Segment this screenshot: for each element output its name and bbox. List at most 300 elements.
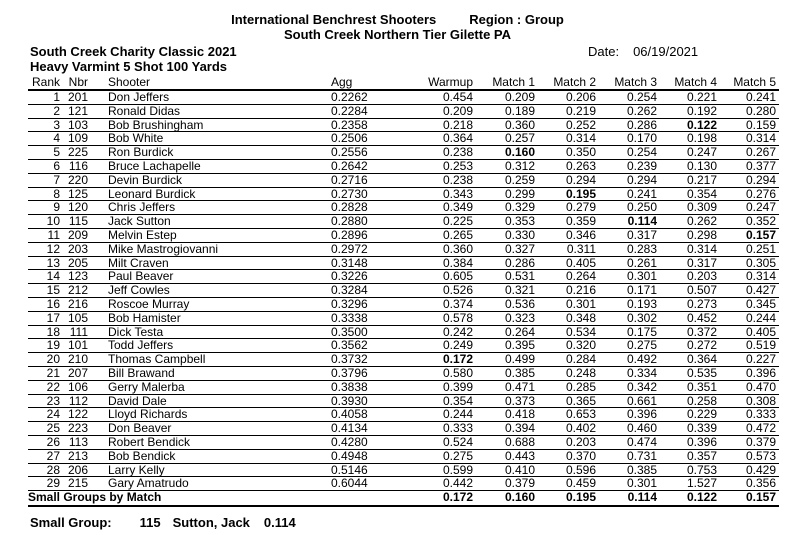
match-4-cell: 0.351 (686, 379, 717, 394)
table-row (28, 477, 779, 491)
warmup-cell: 0.225 (442, 214, 473, 229)
match-1-cell: 0.264 (504, 324, 535, 339)
match-4-cell: 0.262 (686, 214, 717, 229)
shooter-cell: Lloyd Richards (108, 407, 188, 422)
match-4-cell: 0.192 (686, 103, 717, 118)
match-1-cell: 0.394 (504, 421, 535, 436)
match-3-cell: 0.731 (626, 448, 657, 463)
rank-cell: 22 (46, 379, 60, 394)
agg-cell: 0.3930 (331, 393, 368, 408)
nbr-cell: 223 (67, 421, 88, 436)
rank-cell: 11 (47, 227, 60, 242)
table-row (28, 339, 779, 353)
match-2-small-group-cell: 0.195 (565, 490, 596, 505)
nbr-cell: 201 (67, 90, 88, 104)
small-groups-by-match-row (28, 491, 779, 506)
match-1-cell: 0.536 (504, 296, 535, 311)
date-value: 06/19/2021 (633, 44, 699, 59)
agg-cell: 0.3838 (331, 379, 368, 394)
match-5-cell: 0.247 (745, 200, 776, 215)
match-2-cell: 0.405 (565, 255, 596, 270)
warmup-cell: 0.578 (442, 310, 473, 325)
match-5-cell: 0.333 (745, 407, 776, 422)
rank-cell: 26 (46, 434, 60, 449)
rank-cell: 21 (46, 365, 60, 380)
agg-cell: 0.2880 (331, 214, 368, 229)
warmup-cell: 0.374 (442, 296, 473, 311)
match-4-cell: 0.339 (686, 421, 717, 436)
match-4-cell: 0.309 (686, 200, 717, 215)
nbr-cell: 123 (67, 269, 88, 284)
match-3-cell: 0.460 (626, 421, 657, 436)
col-header-warmup: Warmup (428, 75, 473, 89)
agg-cell: 0.2828 (331, 200, 368, 215)
match-2-cell: 0.248 (565, 365, 596, 380)
match-5-cell: 0.379 (745, 434, 776, 449)
match-5-cell: 0.280 (745, 103, 776, 118)
agg-cell: 0.2716 (331, 172, 368, 187)
match-1-cell: 0.531 (504, 269, 535, 284)
match-4-cell: 0.364 (686, 352, 717, 367)
rank-cell: 23 (46, 393, 60, 408)
match-2-cell: 0.350 (565, 145, 596, 160)
shooter-cell: Jack Sutton (108, 214, 171, 229)
table-row (28, 104, 779, 118)
match-5-cell: 0.314 (745, 269, 776, 284)
match-1-cell: 0.688 (504, 434, 535, 449)
warmup-cell: 0.580 (442, 365, 473, 380)
match-4-cell: 0.247 (686, 145, 717, 160)
match-3-small-group-cell: 0.114 (627, 490, 657, 505)
rank-cell: 9 (53, 200, 60, 215)
match-4-small-group-cell: 0.122 (686, 490, 717, 505)
match-4-cell: 0.217 (686, 172, 717, 187)
match-2-cell: 0.301 (565, 296, 596, 311)
shooter-cell: Roscoe Murray (108, 296, 190, 311)
match-1-cell: 0.373 (504, 393, 535, 408)
match-1-cell: 0.379 (504, 476, 535, 491)
match-3-cell: 0.334 (626, 365, 657, 380)
match-1-cell: 0.259 (504, 172, 535, 187)
agg-cell: 0.2262 (331, 90, 368, 104)
match-2-cell: 0.314 (565, 131, 596, 146)
rank-cell: 10 (46, 214, 60, 229)
warmup-cell: 0.454 (442, 90, 473, 104)
warmup-cell: 0.524 (442, 434, 473, 449)
nbr-cell: 225 (67, 145, 88, 160)
agg-cell: 0.3284 (331, 283, 368, 298)
match-4-cell: 1.527 (686, 476, 717, 491)
match-5-cell: 0.396 (745, 365, 776, 380)
warmup-cell: 0.349 (442, 200, 473, 215)
col-header-rank: Rank (31, 75, 60, 89)
table-row (28, 256, 779, 270)
small-group-name: Sutton, Jack (172, 514, 250, 530)
nbr-cell: 210 (67, 352, 88, 367)
date-label: Date: (588, 44, 620, 59)
col-header-match-3: Match 3 (614, 75, 657, 89)
results-table (28, 76, 779, 507)
shooter-cell: Thomas Campbell (108, 352, 206, 367)
table-row (28, 215, 779, 229)
match-4-cell: 0.130 (686, 158, 717, 173)
small-group-line (30, 515, 795, 530)
nbr-cell: 120 (67, 200, 88, 215)
match-1-cell: 0.189 (504, 103, 535, 118)
match-4-cell: 0.452 (686, 310, 717, 325)
match-5-cell: 0.308 (745, 393, 776, 408)
rank-cell: 19 (46, 338, 60, 353)
agg-cell: 0.3296 (331, 296, 368, 311)
match-3-cell: 0.193 (626, 296, 657, 311)
match-5-cell: 0.276 (745, 186, 776, 201)
match-1-cell: 0.410 (504, 462, 535, 477)
agg-cell: 0.2642 (331, 158, 368, 173)
rank-cell: 7 (53, 172, 60, 187)
rank-cell: 6 (53, 158, 60, 173)
nbr-cell: 215 (67, 476, 88, 491)
warmup-cell: 0.242 (442, 324, 473, 339)
shooter-cell: Gary Amatrudo (108, 476, 189, 491)
match-3-cell: 0.302 (626, 310, 657, 325)
agg-cell: 0.2556 (331, 145, 368, 160)
rank-cell: 16 (46, 296, 60, 311)
rank-cell: 24 (46, 407, 60, 422)
table-row (28, 408, 779, 422)
match-3-cell: 0.492 (626, 352, 657, 367)
match-3-cell: 0.286 (626, 117, 657, 132)
agg-cell: 0.6044 (331, 476, 368, 491)
match-5-small-group-cell: 0.157 (745, 490, 776, 505)
shooter-cell: Bill Brawand (108, 365, 175, 380)
small-group-nbr: 115 (139, 514, 161, 530)
rank-cell: 17 (46, 310, 60, 325)
match-3-cell: 0.275 (626, 338, 657, 353)
match-2-cell: 0.285 (565, 379, 596, 394)
match-1-cell: 0.312 (504, 158, 535, 173)
match-5-cell: 0.241 (745, 90, 776, 104)
date-line (588, 44, 698, 59)
nbr-cell: 213 (67, 448, 88, 463)
nbr-cell: 113 (68, 434, 88, 449)
match-3-cell: 0.254 (626, 90, 657, 104)
org-title: International Benchrest Shooters (231, 12, 437, 27)
warmup-cell: 0.442 (442, 476, 473, 491)
match-1-cell: 0.329 (504, 200, 535, 215)
shooter-cell: Devin Burdick (108, 172, 183, 187)
agg-cell: 0.3338 (331, 310, 368, 325)
match-2-cell: 0.459 (565, 476, 596, 491)
table-row (28, 284, 779, 298)
match-1-small-group-cell: 0.160 (504, 490, 535, 505)
agg-cell: 0.2896 (331, 227, 368, 242)
shooter-cell: Bob Hamister (108, 310, 181, 325)
match-5-cell: 0.470 (745, 379, 776, 394)
nbr-cell: 111 (69, 324, 88, 339)
match-2-cell: 0.402 (565, 421, 596, 436)
warmup-cell: 0.364 (442, 131, 473, 146)
class-name: Heavy Varmint 5 Shot 100 Yards (30, 59, 228, 74)
match-3-cell: 0.114 (627, 214, 657, 229)
match-5-cell: 0.352 (745, 214, 776, 229)
warmup-cell: 0.244 (442, 407, 473, 422)
match-5-cell: 0.429 (745, 462, 776, 477)
match-5-cell: 0.427 (745, 283, 776, 298)
table-row (28, 297, 779, 311)
table-row (28, 228, 779, 242)
match-4-cell: 0.535 (686, 365, 717, 380)
match-5-cell: 0.377 (745, 158, 776, 173)
shooter-cell: Don Beaver (108, 421, 172, 436)
table-row (28, 422, 779, 436)
match-4-cell: 0.203 (686, 269, 717, 284)
match-1-cell: 0.286 (504, 255, 535, 270)
shooter-cell: Paul Beaver (108, 269, 174, 284)
warmup-cell: 0.599 (442, 462, 473, 477)
nbr-cell: 122 (67, 407, 88, 422)
rank-cell: 8 (53, 186, 60, 201)
nbr-cell: 203 (67, 241, 88, 256)
nbr-cell: 125 (67, 186, 88, 201)
match-4-cell: 0.229 (686, 407, 717, 422)
table-row (28, 270, 779, 284)
agg-cell: 0.2506 (331, 131, 368, 146)
shooter-cell: Bob Brushingham (108, 117, 204, 132)
match-5-cell: 0.251 (745, 241, 776, 256)
match-4-cell: 0.396 (686, 434, 717, 449)
nbr-cell: 101 (67, 338, 88, 353)
match-1-cell: 0.327 (504, 241, 535, 256)
match-3-cell: 0.396 (626, 407, 657, 422)
match-2-cell: 0.596 (565, 462, 596, 477)
rank-cell: 25 (46, 421, 60, 436)
warmup-cell: 0.605 (442, 269, 473, 284)
match-4-cell: 0.273 (686, 296, 717, 311)
table-row (28, 449, 779, 463)
shooter-cell: Dick Testa (108, 324, 164, 339)
match-2-cell: 0.370 (565, 448, 596, 463)
agg-cell: 0.3562 (331, 338, 368, 353)
agg-cell: 0.4948 (331, 448, 368, 463)
table-row (28, 90, 779, 104)
match-3-cell: 0.474 (626, 434, 657, 449)
rank-cell: 14 (46, 269, 60, 284)
agg-cell: 0.2972 (331, 241, 368, 256)
agg-cell: 0.3796 (331, 365, 368, 380)
rank-cell: 4 (53, 131, 60, 146)
match-2-cell: 0.263 (565, 158, 596, 173)
shooter-cell: Ron Burdick (108, 145, 174, 160)
match-3-cell: 0.171 (626, 283, 657, 298)
match-5-cell: 0.519 (745, 338, 776, 353)
table-header-row (28, 76, 779, 90)
nbr-cell: 207 (67, 365, 88, 380)
shooter-cell: Milt Craven (108, 255, 169, 270)
shooter-cell: Robert Bendick (108, 434, 191, 449)
match-3-cell: 0.239 (626, 158, 657, 173)
warmup-cell: 0.253 (442, 158, 473, 173)
match-1-cell: 0.321 (504, 283, 535, 298)
col-header-nbr: Nbr (68, 75, 88, 89)
match-2-cell: 0.359 (565, 214, 596, 229)
match-1-cell: 0.395 (504, 338, 535, 353)
match-1-cell: 0.443 (504, 448, 535, 463)
nbr-cell: 103 (67, 117, 88, 132)
nbr-cell: 109 (67, 131, 88, 146)
table-row (28, 187, 779, 201)
warmup-cell: 0.275 (442, 448, 473, 463)
col-header-match-5: Match 5 (733, 75, 776, 89)
match-4-cell: 0.258 (686, 393, 717, 408)
table-row (28, 201, 779, 215)
match-5-cell: 0.472 (745, 421, 776, 436)
report-header (0, 0, 795, 42)
table-row (28, 380, 779, 394)
warmup-cell: 0.238 (442, 145, 473, 160)
shooter-cell: Chris Jeffers (108, 200, 176, 215)
table-row (28, 366, 779, 380)
nbr-cell: 106 (67, 379, 88, 394)
venue-title: South Creek Northern Tier Gilette PA (283, 27, 512, 42)
match-2-cell: 0.348 (565, 310, 596, 325)
rank-cell: 3 (53, 117, 60, 132)
match-5-cell: 0.159 (745, 117, 776, 132)
agg-cell: 0.3226 (331, 269, 368, 284)
agg-cell: 0.2358 (331, 117, 368, 132)
match-2-cell: 0.311 (566, 241, 596, 256)
match-4-cell: 0.507 (686, 283, 717, 298)
col-header-match-2: Match 2 (553, 75, 596, 89)
nbr-cell: 116 (68, 158, 88, 173)
warmup-cell: 0.209 (442, 103, 473, 118)
table-row (28, 463, 779, 477)
table-row (28, 325, 779, 339)
match-4-cell: 0.272 (686, 338, 717, 353)
warmup-cell: 0.343 (442, 186, 473, 201)
nbr-cell: 205 (67, 255, 88, 270)
match-4-cell: 0.198 (686, 131, 717, 146)
nbr-cell: 216 (67, 296, 88, 311)
match-5-cell: 0.267 (745, 145, 776, 160)
match-4-cell: 0.357 (686, 448, 717, 463)
meta-block (0, 44, 795, 74)
table-row (28, 242, 779, 256)
rank-cell: 1 (53, 90, 60, 104)
match-4-cell: 0.372 (686, 324, 717, 339)
agg-cell: 0.4058 (331, 407, 368, 422)
match-3-cell: 0.294 (626, 172, 657, 187)
agg-cell: 0.3732 (331, 352, 368, 367)
nbr-cell: 220 (67, 172, 88, 187)
shooter-cell: Bob White (108, 131, 164, 146)
match-2-cell: 0.216 (565, 283, 596, 298)
org-region-line (0, 12, 795, 27)
warmup-cell: 0.218 (442, 117, 473, 132)
match-5-cell: 0.573 (745, 448, 776, 463)
match-2-cell: 0.279 (565, 200, 596, 215)
match-1-cell: 0.418 (504, 407, 535, 422)
match-1-cell: 0.471 (504, 379, 535, 394)
shooter-cell: Bruce Lachapelle (108, 158, 201, 173)
table-row (28, 173, 779, 187)
match-2-cell: 0.346 (565, 227, 596, 242)
match-3-cell: 0.250 (626, 200, 657, 215)
shooter-cell: Jeff Cowles (108, 283, 170, 298)
rank-cell: 27 (46, 448, 60, 463)
agg-cell: 0.2730 (331, 186, 368, 201)
rank-cell: 28 (46, 462, 60, 477)
shooter-cell: Todd Jeffers (108, 338, 174, 353)
col-header-match-1: Match 1 (492, 75, 535, 89)
nbr-cell: 105 (67, 310, 88, 325)
agg-cell: 0.3500 (331, 324, 368, 339)
match-4-cell: 0.354 (686, 186, 717, 201)
match-4-cell: 0.122 (686, 117, 717, 132)
match-2-cell: 0.252 (565, 117, 596, 132)
match-1-cell: 0.299 (504, 186, 535, 201)
table-row (28, 132, 779, 146)
agg-cell: 0.4134 (331, 421, 368, 436)
rank-cell: 29 (46, 476, 60, 491)
match-3-cell: 0.301 (626, 269, 657, 284)
agg-cell: 0.5146 (331, 462, 368, 477)
match-1-cell: 0.257 (504, 131, 535, 146)
match-3-cell: 0.254 (626, 145, 657, 160)
match-2-cell: 0.219 (565, 103, 596, 118)
match-3-cell: 0.342 (626, 379, 657, 394)
match-5-cell: 0.157 (745, 227, 776, 242)
shooter-cell: Gerry Malerba (108, 379, 185, 394)
match-5-cell: 0.356 (745, 476, 776, 491)
rank-cell: 5 (53, 145, 60, 160)
shooter-cell: Ronald Didas (108, 103, 181, 118)
shooter-cell: Bob Bendick (108, 448, 176, 463)
warmup-cell: 0.238 (442, 172, 473, 187)
rank-cell: 18 (46, 324, 60, 339)
nbr-cell: 206 (67, 462, 88, 477)
shooter-cell: Leonard Burdick (108, 186, 196, 201)
match-2-cell: 0.534 (565, 324, 596, 339)
match-5-cell: 0.345 (745, 296, 776, 311)
match-1-cell: 0.353 (504, 214, 535, 229)
col-header-match-4: Match 4 (674, 75, 717, 89)
rank-cell: 2 (53, 103, 60, 118)
warmup-small-group-cell: 0.172 (442, 490, 473, 505)
warmup-cell: 0.333 (442, 421, 473, 436)
warmup-cell: 0.526 (442, 283, 473, 298)
region-title: Region : Group (469, 12, 564, 27)
small-groups-label: Small Groups by Match (28, 490, 162, 505)
match-2-cell: 0.206 (565, 90, 596, 104)
match-1-cell: 0.385 (504, 365, 535, 380)
agg-cell: 0.2284 (331, 103, 368, 118)
match-5-cell: 0.244 (745, 310, 776, 325)
warmup-cell: 0.384 (442, 255, 473, 270)
match-1-cell: 0.360 (504, 117, 535, 132)
shooter-cell: Melvin Estep (108, 227, 177, 242)
shooter-cell: Larry Kelly (108, 462, 165, 477)
match-4-cell: 0.314 (686, 241, 717, 256)
match-3-cell: 0.661 (626, 393, 657, 408)
match-5-cell: 0.314 (745, 131, 776, 146)
shooter-cell: David Dale (108, 393, 167, 408)
small-group-label: Small Group: (30, 514, 112, 530)
match-2-cell: 0.365 (565, 393, 596, 408)
rank-cell: 12 (46, 241, 60, 256)
match-4-cell: 0.221 (686, 90, 717, 104)
match-2-cell: 0.284 (565, 352, 596, 367)
match-2-cell: 0.294 (565, 172, 596, 187)
